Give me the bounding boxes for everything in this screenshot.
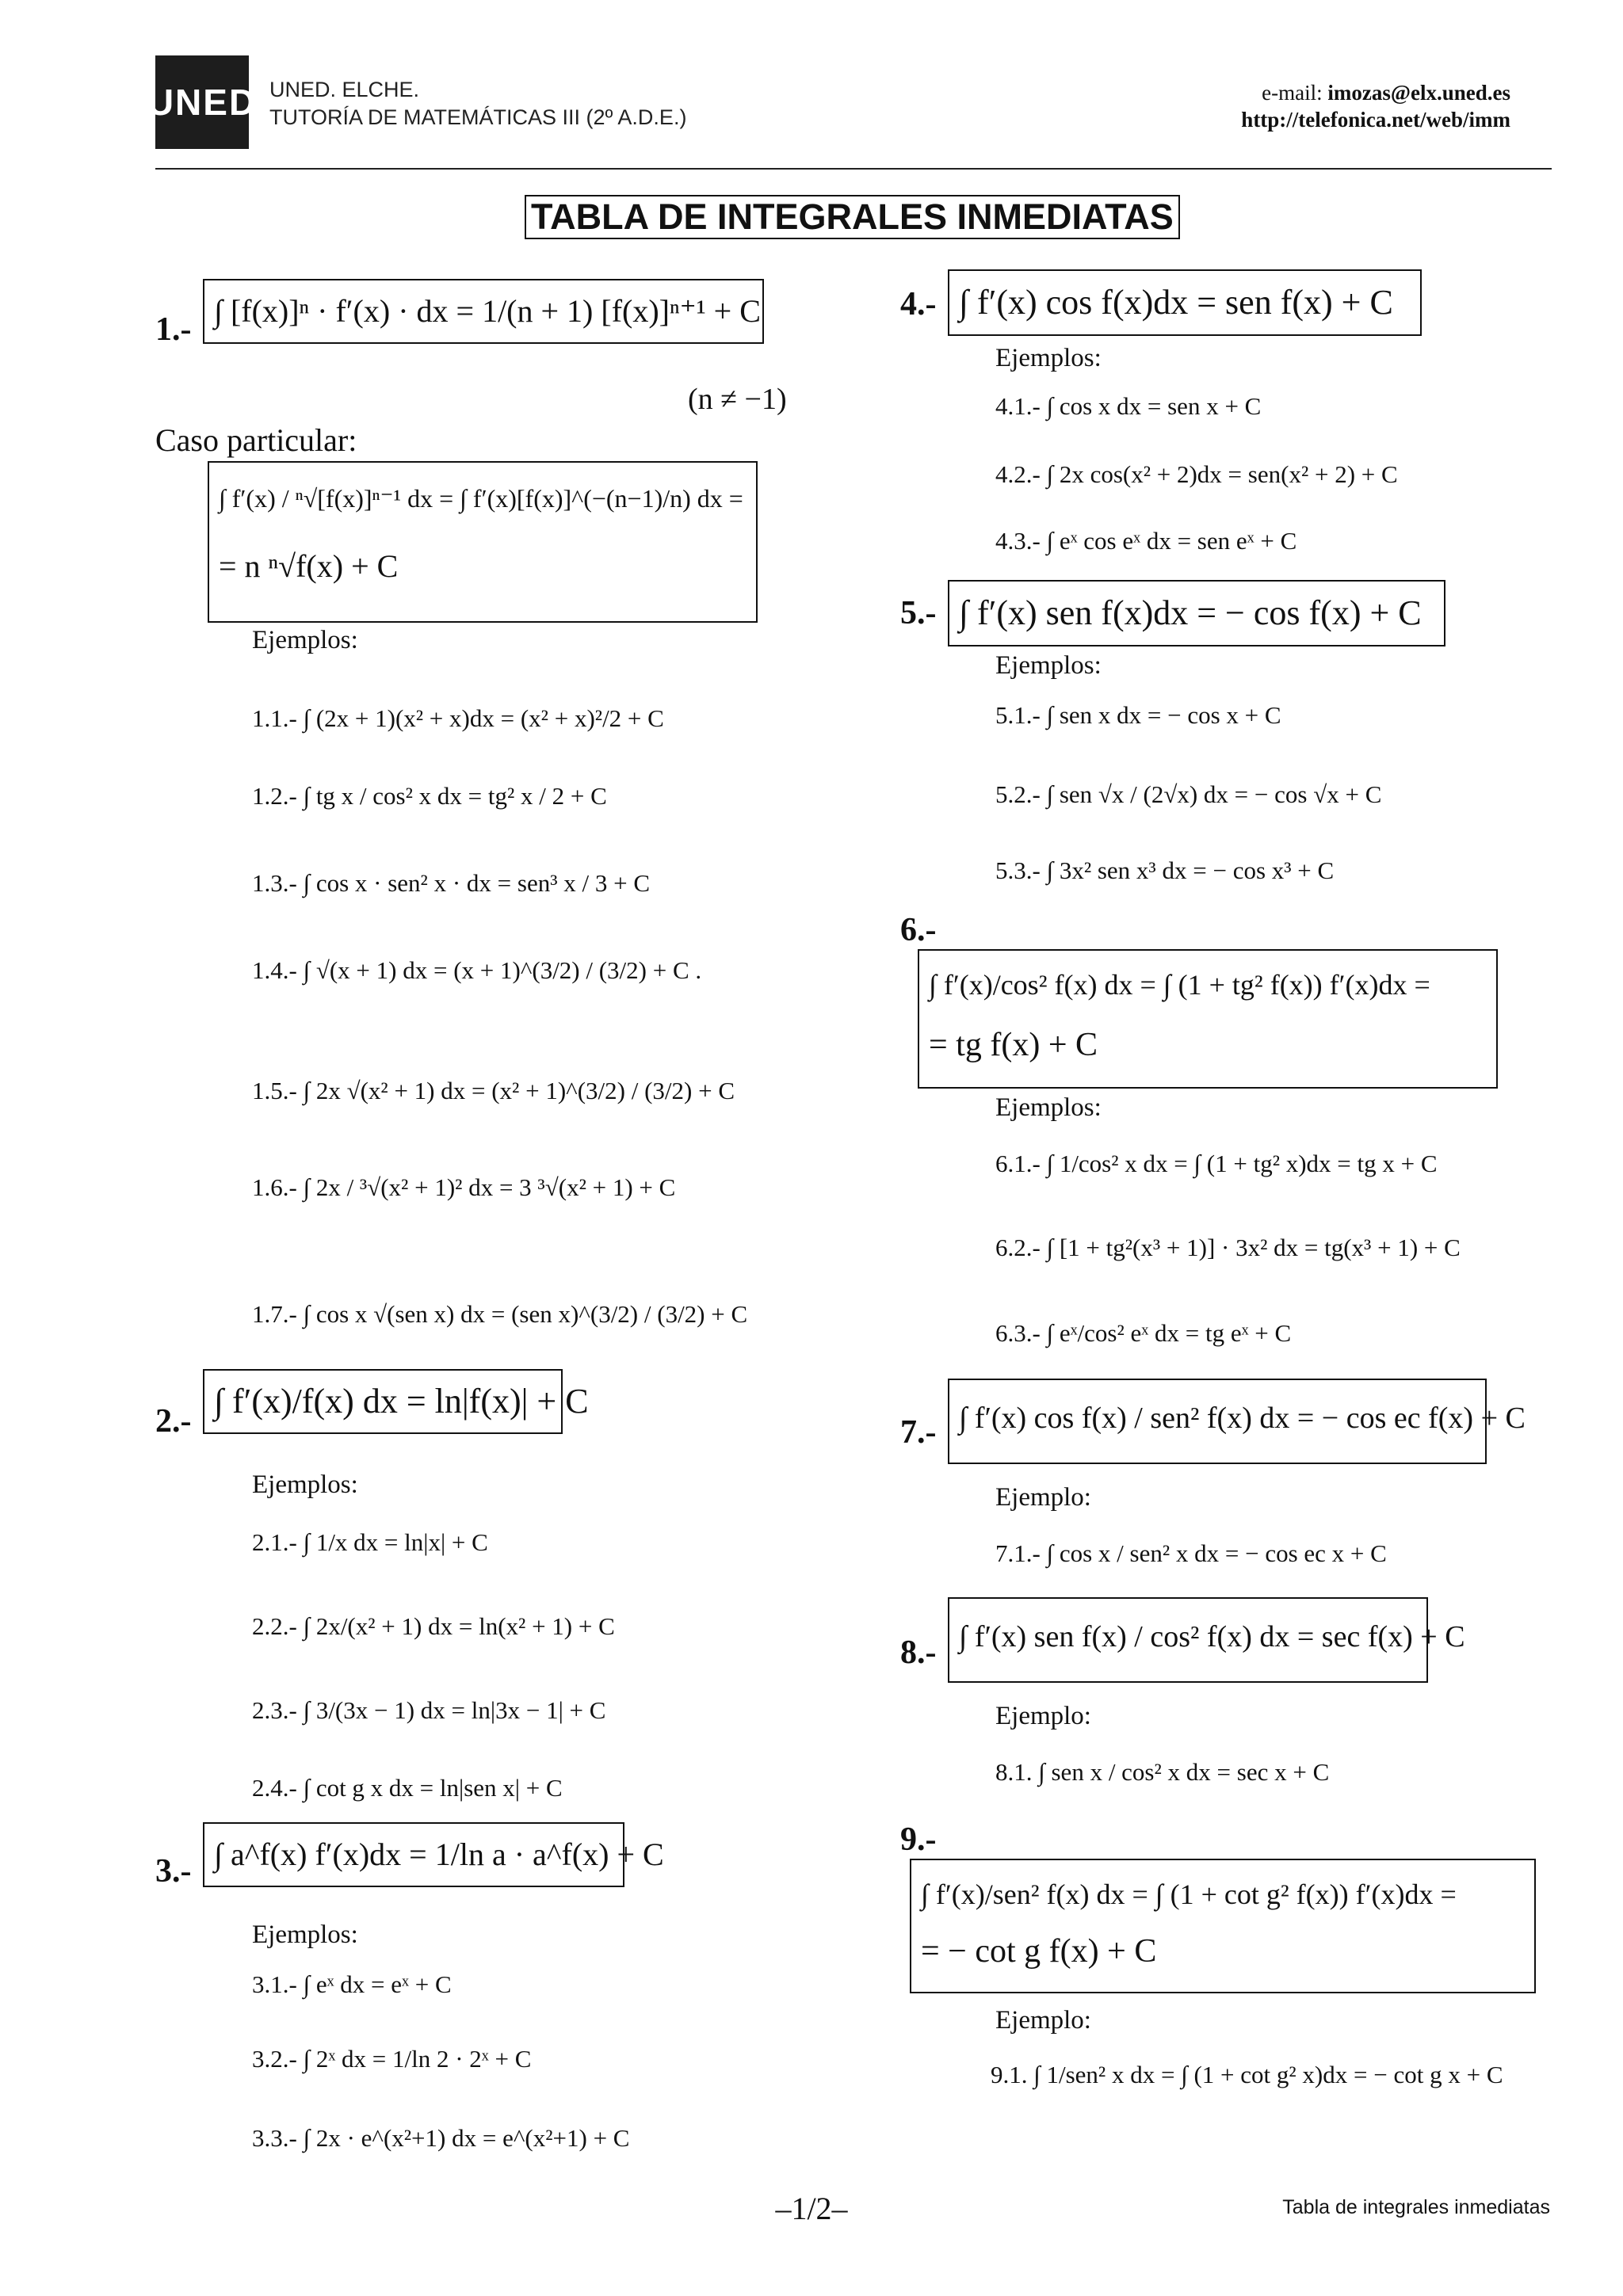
example-6-2: 6.2.- ∫ [1 + tg²(x³ + 1)] · 3x² dx = tg(x³ + 1) + C [995,1234,1461,1261]
section-6-number: 6.- [900,912,937,948]
caso-line-1: ∫ f′(x) / ⁿ√[f(x)]ⁿ⁻¹ dx = ∫ f′(x)[f(x)]^(−(n−1)/n) dx = [219,484,743,513]
section-9-line-2: = − cot g f(x) + C [921,1933,1157,1970]
section-3-number: 3.- [155,1853,192,1890]
section-2-formula: ∫ f′(x)/f(x) dx = ln|f(x)| + C [203,1369,563,1434]
example-2-3: 2.3.- ∫ 3/(3x − 1) dx = ln|3x − 1| + C [252,1696,606,1724]
section-8-formula: ∫ f′(x) sen f(x) / cos² f(x) dx = sec f(x) + C [948,1597,1428,1683]
example-3-2: 3.2.- ∫ 2ˣ dx = 1/ln 2 · 2ˣ + C [252,2045,532,2073]
example-2-1: 2.1.- ∫ 1/x dx = ln|x| + C [252,1528,488,1556]
example-8-1: 8.1. ∫ sen x / cos² x dx = sec x + C [995,1758,1330,1786]
example-1-2: 1.2.- ∫ tg x / cos² x dx = tg² x / 2 + C [252,782,607,810]
section-7-number: 7.- [900,1414,937,1451]
example-1-7: 1.7.- ∫ cos x √(sen x) dx = (sen x)^(3/2) / (3/2) + C [252,1300,748,1328]
section-4-number: 4.- [900,286,937,322]
section-5-number: 5.- [900,595,937,631]
header-rule [155,168,1552,170]
email-link[interactable]: imozas@elx.uned.es [1327,81,1510,105]
example-7-1: 7.1.- ∫ cos x / sen² x dx = − cos ec x + C [995,1539,1387,1567]
section-6-line-2: = tg f(x) + C [929,1027,1098,1063]
header-line-1: UNED. ELCHE. [269,78,420,101]
example-3-1: 3.1.- ∫ eˣ dx = eˣ + C [252,1970,452,1998]
section-5-formula: ∫ f′(x) sen f(x)dx = − cos f(x) + C [948,580,1445,646]
section-6-line-1: ∫ f′(x)/cos² f(x) dx = ∫ (1 + tg² f(x)) f′(x)dx = [929,969,1430,1001]
uned-logo: UNED [155,55,249,149]
example-1-3: 1.3.- ∫ cos x · sen² x · dx = sen³ x / 3 + C [252,869,651,897]
example-5-1: 5.1.- ∫ sen x dx = − cos x + C [995,701,1281,729]
section-4-examples-label: Ejemplos: [995,344,1102,372]
example-2-2: 2.2.- ∫ 2x/(x² + 1) dx = ln(x² + 1) + C [252,1612,615,1640]
section-9-examples-label: Ejemplo: [995,2006,1091,2035]
example-5-3: 5.3.- ∫ 3x² sen x³ dx = − cos x³ + C [995,856,1335,884]
section-8-number: 8.- [900,1634,937,1671]
example-2-4: 2.4.- ∫ cot g x dx = ln|sen x| + C [252,1774,563,1802]
section-7-examples-label: Ejemplo: [995,1483,1091,1512]
section-9-formula [910,1859,1536,1993]
example-1-5: 1.5.- ∫ 2x √(x² + 1) dx = (x² + 1)^(3/2) / (3/2) + C [252,1077,735,1104]
section-7-formula: ∫ f′(x) cos f(x) / sen² f(x) dx = − cos ec f(x) + C [948,1379,1487,1464]
example-9-1: 9.1. ∫ 1/sen² x dx = ∫ (1 + cot g² x)dx = − cot g x + C [991,2061,1503,2088]
section-1-examples-label: Ejemplos: [252,626,358,654]
header-institution [269,76,686,132]
section-3-examples-label: Ejemplos: [252,1920,358,1949]
section-4-formula: ∫ f′(x) cos f(x)dx = sen f(x) + C [948,269,1422,336]
website-link[interactable]: http://telefonica.net/web/imm [1241,108,1510,132]
example-1-1: 1.1.- ∫ (2x + 1)(x² + x)dx = (x² + x)²/2 + C [252,704,664,732]
example-1-6: 1.6.- ∫ 2x / ³√(x² + 1)² dx = 3 ³√(x² + 1) + C [252,1173,676,1201]
header-line-2: TUTORÍA DE MATEMÁTICAS III (2º A.D.E.) [269,105,687,129]
example-4-2: 4.2.- ∫ 2x cos(x² + 2)dx = sen(x² + 2) + C [995,460,1398,488]
example-4-1: 4.1.- ∫ cos x dx = sen x + C [995,392,1262,420]
example-6-1: 6.1.- ∫ 1/cos² x dx = ∫ (1 + tg² x)dx = tg x + C [995,1150,1438,1177]
caso-line-2: = n ⁿ√f(x) + C [219,548,399,584]
section-8-examples-label: Ejemplo: [995,1702,1091,1730]
header-contact [1241,79,1510,133]
section-1-number: 1.- [155,311,192,348]
example-6-3: 6.3.- ∫ eˣ/cos² eˣ dx = tg eˣ + C [995,1319,1292,1347]
page-number: –1/2– [775,2191,848,2226]
section-6-examples-label: Ejemplos: [995,1093,1102,1122]
example-1-4: 1.4.- ∫ √(x + 1) dx = (x + 1)^(3/2) / (3/2) + C . [252,956,702,984]
section-2-examples-label: Ejemplos: [252,1470,358,1499]
example-3-3: 3.3.- ∫ 2x · e^(x²+1) dx = e^(x²+1) + C [252,2124,630,2152]
example-5-2: 5.2.- ∫ sen √x / (2√x) dx = − cos √x + C [995,780,1382,808]
example-4-3: 4.3.- ∫ eˣ cos eˣ dx = sen eˣ + C [995,527,1297,555]
caso-particular-label: Caso particular: [155,422,357,458]
section-1-formula: ∫ [f(x)]ⁿ · f′(x) · dx = 1/(n + 1) [f(x)]ⁿ⁺¹ + C [203,279,764,344]
section-2-number: 2.- [155,1403,192,1440]
caso-particular-formula [208,461,758,623]
footer-document-name: Tabla de integrales inmediatas [1282,2196,1550,2218]
section-9-number: 9.- [900,1821,937,1858]
section-5-examples-label: Ejemplos: [995,651,1102,680]
section-6-formula [918,949,1498,1089]
page-title: TABLA DE INTEGRALES INMEDIATAS [525,195,1180,239]
email-label: e-mail: [1262,81,1328,105]
section-1-condition: (n ≠ −1) [688,383,787,416]
section-9-line-1: ∫ f′(x)/sen² f(x) dx = ∫ (1 + cot g² f(x)) f′(x)dx = [921,1878,1457,1910]
section-3-formula: ∫ a^f(x) f′(x)dx = 1/ln a · a^f(x) + C [203,1822,624,1887]
